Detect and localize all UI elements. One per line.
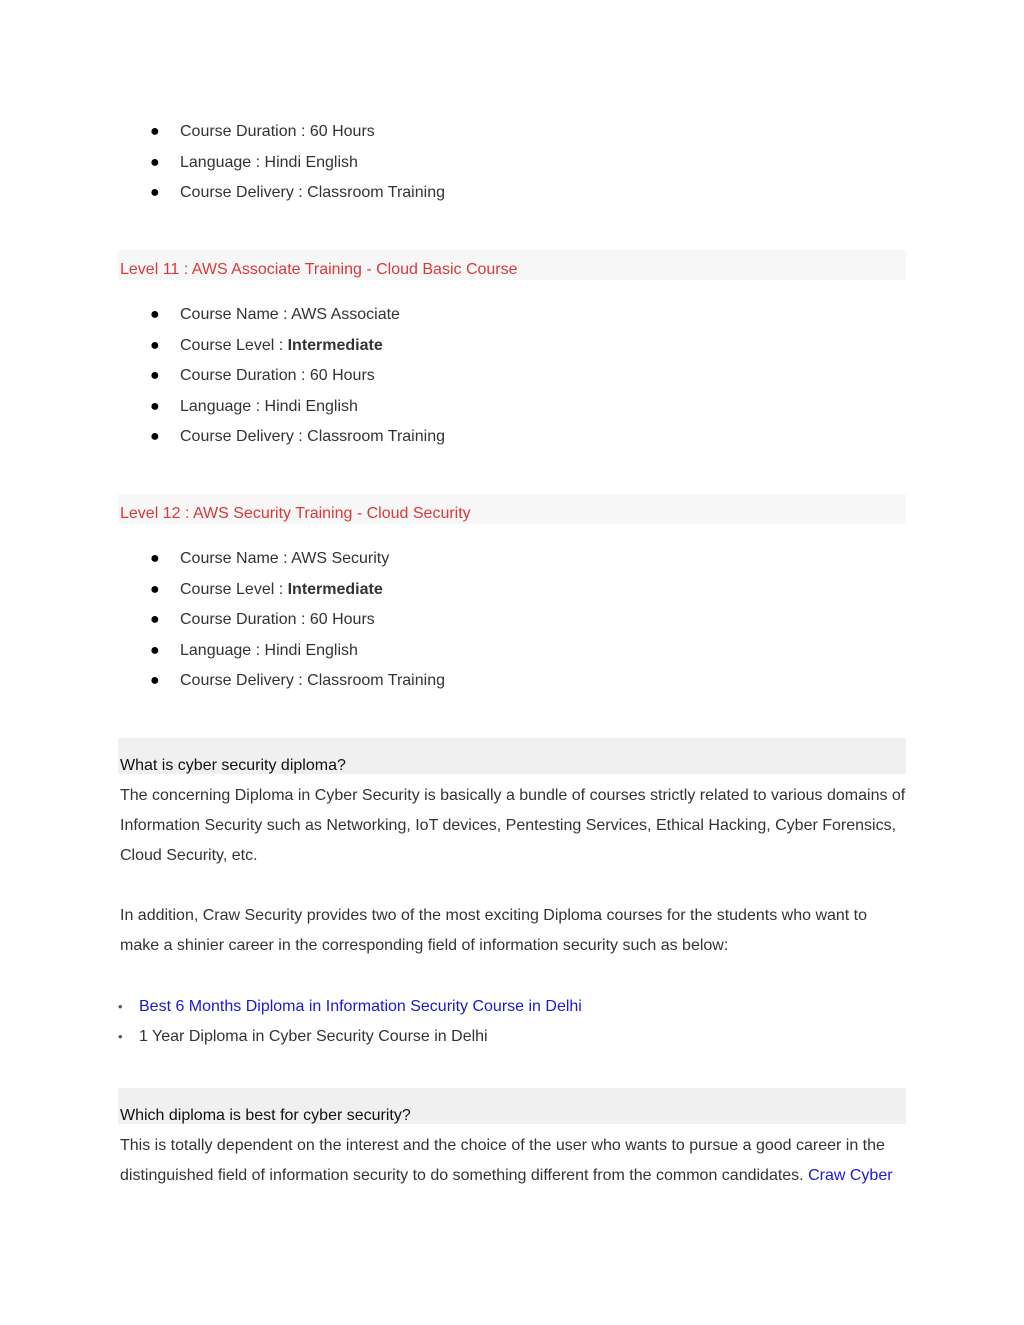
faq-1-paragraph-2: In addition, Craw Security provides two of the most exciting Diploma courses for the students who want to make a shinier career in the corresponding field of information security such as below: [120,907,868,954]
list-item: ● Course Duration : 60 Hours [150,611,375,629]
list-item: ● Course Delivery : Classroom Training [150,672,445,690]
bullet-icon: ● [150,184,160,202]
bullet-icon: ● [150,397,160,415]
faq-2-heading [118,1088,906,1124]
list-item: ● Course Duration : 60 Hours [150,123,375,140]
level-11-title: Level 11 : AWS Associate Training - Cloud Basic Course [120,261,518,278]
bullet-icon: ● [150,580,160,598]
bullet-icon: ● [150,153,160,171]
level-12-details-list [150,549,445,702]
faq-2-paragraph: This is totally dependent on the interest and the choice of the user who wants to pursue a good career in the distinguished field of information security to do something different from the common candidates. Craw Cyber [120,1137,893,1184]
bullet-icon: ● [150,428,160,446]
six-months-diploma-link[interactable]: Best 6 Months Diploma in Information Security Course in Delhi [139,998,582,1015]
list-item: ● Course Level : Intermediate [150,580,383,598]
bullet-icon: ● [150,123,160,140]
level-12-title: Level 12 : AWS Security Training - Cloud Security [120,505,471,522]
faq-2-question: Which diploma is best for cyber security? [120,1107,411,1124]
list-item [118,1027,582,1057]
level-11-heading [118,250,906,280]
bullet-icon: ● [150,367,160,385]
level-11-details-list [150,305,445,458]
list-item: ● Course Name : AWS Associate [150,306,400,323]
craw-cyber-link[interactable]: Craw Cyber [808,1167,893,1184]
list-item: ● Course Delivery : Classroom Training [150,428,445,446]
list-item: ● Course Delivery : Classroom Training [150,184,445,202]
level-12-heading [118,494,906,524]
list-item [118,997,582,1027]
list-item: ● Language : Hindi English [150,641,358,659]
faq-1-question: What is cyber security diploma? [120,757,346,774]
faq-1-paragraph-1: The concerning Diploma in Cyber Security is basically a bundle of courses strictly related to various domains of Information Security such as Networking, IoT devices, Pentesting Services, Ethical Hacking, Cyber Forensics, Cloud Security, etc. [120,787,906,864]
list-item: ● Course Duration : 60 Hours [150,367,375,385]
bullet-icon: ● [150,611,160,629]
bullet-icon: ● [150,641,160,659]
bullet-icon: ● [150,306,160,323]
bullet-icon: • [118,999,123,1014]
list-item: ● Language : Hindi English [150,153,358,171]
list-item: ● Language : Hindi English [150,397,358,415]
list-item: ● Course Name : AWS Security [150,550,390,567]
top-course-details-list [150,122,445,214]
bullet-icon: ● [150,672,160,690]
bullet-icon: ● [150,336,160,354]
faq-1-heading [118,738,906,774]
diploma-course-list [118,997,582,1057]
bullet-icon: ● [150,550,160,567]
bullet-icon: • [118,1029,123,1044]
one-year-diploma-text: 1 Year Diploma in Cyber Security Course in Delhi [139,1028,488,1045]
list-item: ● Course Level : Intermediate [150,336,383,354]
